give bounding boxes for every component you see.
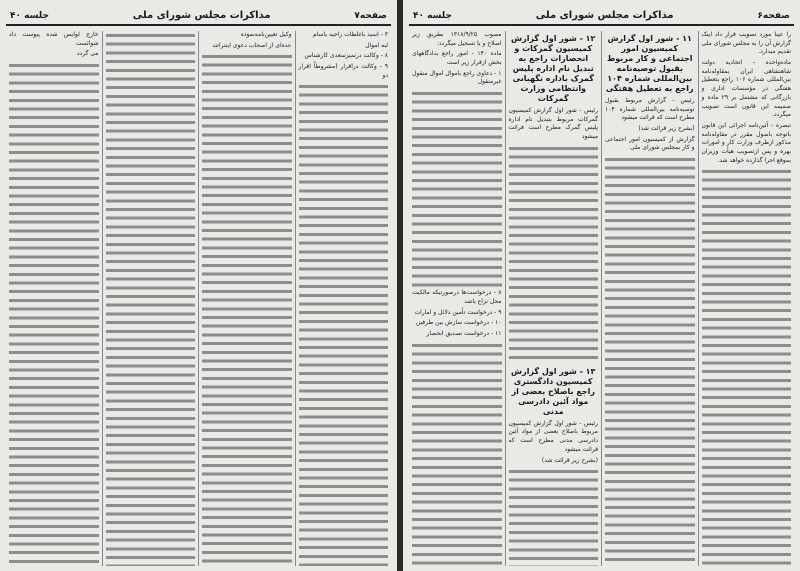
session-label: جلسه ۴۰	[10, 11, 49, 21]
paragraph: لبه اموال	[365, 41, 388, 49]
body-text	[202, 52, 292, 566]
text-column	[198, 31, 295, 566]
text-column	[295, 31, 392, 566]
text-column	[409, 31, 505, 566]
text-column	[6, 31, 102, 566]
paragraph: ۹ - درخواست تأمین دلائل و امارات	[414, 308, 502, 316]
text-column	[601, 31, 698, 566]
page-title: مذاکرات مجلس شورای ملی	[132, 10, 271, 21]
page-number: صفحه۷	[354, 11, 387, 21]
paragraph: ۱۱ - درخواست تصدیق انحصار	[426, 329, 502, 337]
paragraph: (بشرح زیر قرائت شد)	[638, 125, 695, 133]
body-text	[605, 155, 695, 566]
paragraph: ۱۰ - درخواست سازش بین طرفین	[415, 319, 502, 327]
paragraph: ۱ - دعاوی راجع باموال اموال منقول غیرمنقول	[412, 69, 502, 86]
session-label: جلسه ۴۰	[413, 11, 452, 21]
paragraph: خارج لوایس شده پیوست داد شوائست	[9, 31, 99, 47]
paragraph: ۳ - اسید باغلظات زاجیه یاسام	[313, 31, 388, 38]
text-column	[505, 31, 602, 566]
text-columns	[409, 31, 794, 566]
paragraph: ۸ - وکالت درتمیزسعدی کارشناس	[304, 52, 388, 60]
section-heading: ۱۲ - شور اول گزارش کمیسیون گمرکات و انحصارات راجع به تبدیل نام اداره پلیس گمرک باداره نگهبانی وانتظامی وزارت گمرکات	[511, 34, 596, 103]
body-text	[412, 341, 502, 566]
paragraph: ماده ۱۴۰ - امور راجع بدادگاههای بخش ازقرار زیر است	[412, 50, 502, 67]
paragraph: تبصره - آئین‌نامه اجرائی این قانون باتوجه باصول مقرر در مقاوله‌نامه مذکور ازطرف وزارت کار و امورات بهره و پس ازتصویب هیأت وزیران بموقع اجرا گذارده خواهد شد.	[701, 121, 791, 164]
body-text	[299, 82, 389, 566]
paragraph: می گردد	[76, 50, 99, 58]
body-text	[9, 61, 99, 566]
text-column	[698, 31, 795, 566]
paragraph: رئیس - شور اول گزارش کمیسیون گمرکات مربوط بتبدیل نام اداره پلیس گمرک مطرح است قرائت میشود	[508, 107, 598, 141]
paragraph: عده‌ای از اصحاب دعوی اینتراتند	[212, 41, 292, 49]
page-number: صفحه۶	[757, 11, 790, 21]
paragraph: وکیل تعیین‌نامه‌نموده	[240, 31, 292, 38]
body-text	[106, 31, 196, 566]
body-text	[412, 89, 502, 289]
page-header	[6, 6, 391, 26]
paragraph: (بشرح زیر قرائت شد)	[541, 456, 598, 464]
paragraph: مصوب ۱۳۱۸/۹/۲۵ بطریق زیر اصلاح و یا تسجیل میگردد:	[412, 31, 502, 47]
paragraph: را عیناً مورد تصویب قرار داد اینک گزارش آن را به مجلس شورای ملی تقدیم میدارد.	[701, 31, 791, 56]
text-columns	[6, 31, 391, 566]
paragraph: گزارش از کمیسیون امور اجتماعی و کار بمجلس شورای ملی	[605, 135, 695, 152]
paragraph: ماده‌واحده - اتحادیه دولت شاهنشاهی ایران بمقاوله‌نامه بین‌المللی شماره ۱۰۶ راجع بتعطیل هفتگی در مؤسسات اداری و بازرگانی که مشتمل بر ۲۹ ماده و ضمیمه این قانون است تصویب میگردد.	[701, 59, 791, 119]
left-page	[0, 0, 397, 571]
body-text	[702, 167, 792, 566]
page-header	[409, 6, 794, 26]
paragraph: ۸ - درخواست‌ها درصورتیکه مالکیت محل نزاع باشد	[412, 289, 502, 305]
body-text	[509, 144, 599, 364]
page-title: مذاکرات مجلس شورای ملی	[535, 10, 674, 21]
paragraph: رئیس - گزارش مربوط بقبول توصیه‌نامه بین‌المللی شماره ۱۰۴ مطرح است که قرائت میشود	[605, 97, 695, 122]
body-text	[509, 467, 599, 566]
paragraph: ۹ - وکالت دراقرار (مشروطاً اقرار دو	[298, 63, 388, 79]
section-heading: ۱۳ - شور اول گزارش کمیسیون دادگستری راجع باصلاح بعضی از مواد آئین دادرسی مدنی	[511, 366, 596, 416]
section-heading: ۱۱ - شور اول گزارش کمیسیون امور اجتماعی و کار مربوط بقبول توصیه‌نامه بین‌المللی شماره ۱۰۴ راجع به تعطیل هفتگی	[605, 34, 694, 93]
paragraph: رئیس - شور اول گزارش کمیسیون مربوط باصلاح بعضی از مواد آئین دادرسی مدنی مطرح است که قرائت میشود	[508, 419, 598, 453]
text-column	[102, 31, 199, 566]
right-page	[403, 0, 800, 571]
